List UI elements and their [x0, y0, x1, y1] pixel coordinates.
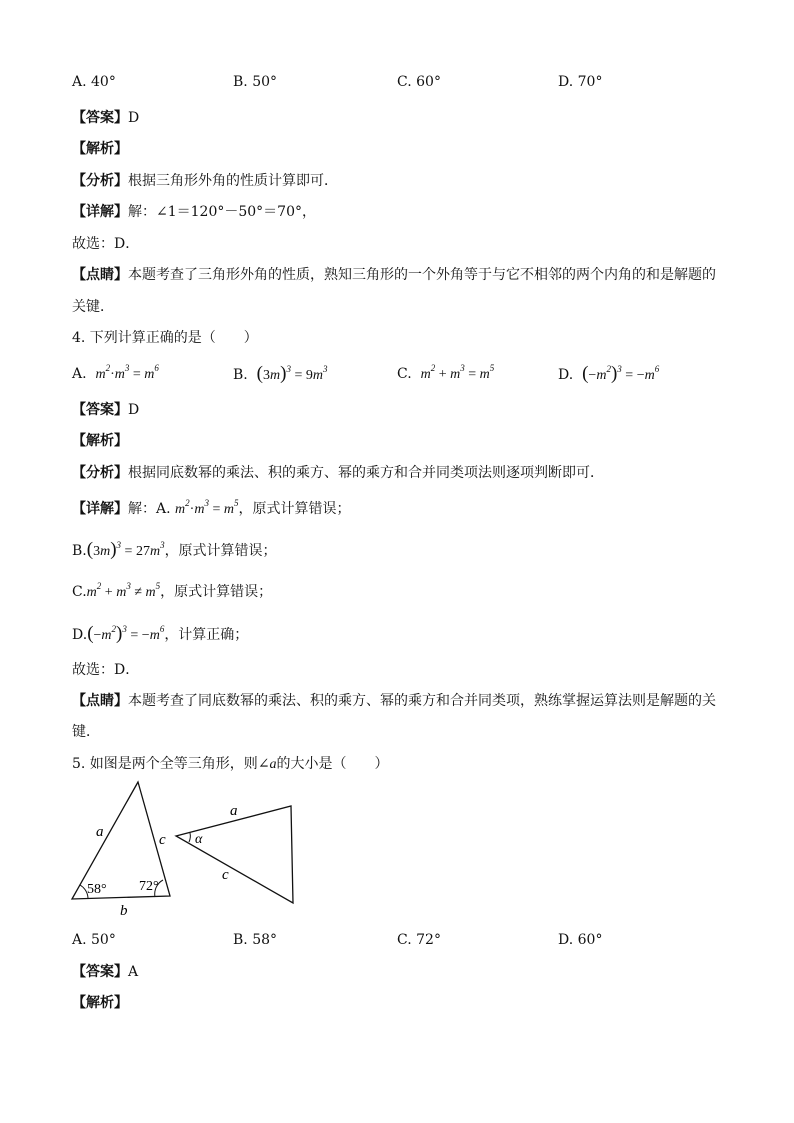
formula-b: $(3m)^3 = 9m^3$ [256, 363, 328, 384]
option-value: 40° [91, 74, 116, 90]
line-b-prefix: B. [72, 543, 87, 559]
formula-c: $m^2 + m^3 = m^5$ [420, 363, 495, 382]
option-letter: B. [233, 367, 248, 383]
q5-option-c [397, 930, 441, 950]
option-value: 72° [416, 932, 441, 948]
option-letter: D. [558, 74, 574, 90]
option-letter: C. [397, 932, 412, 948]
option-letter: C. [397, 74, 412, 90]
fenxi-text: 根据同底数幂的乘法、积的乘方、幂的乘方和合并同类项法则逐项判断即可． [128, 465, 604, 481]
line-c-prefix: C. [72, 584, 87, 600]
left-label-a: a [96, 824, 104, 840]
line-d-prefix: D. [72, 627, 88, 643]
option-letter: A. [72, 366, 87, 382]
answer-tag: 【答案】 [72, 110, 128, 126]
formula-a-check: $m^2\cdot m^3 = m^5$ [175, 498, 239, 517]
question-stem-cont: 的大小是（ ） [276, 756, 389, 772]
xiangjie-text: 解：∠1＝120°－50°＝70°， [128, 204, 316, 220]
option-letter: D. [558, 367, 574, 383]
option-value: 60° [577, 932, 603, 948]
right-triangle [176, 806, 293, 903]
formula-a: $m^2\cdot m^3 = m^6$ [95, 363, 159, 382]
q5-analysis-heading [72, 993, 128, 1013]
analysis-tag: 【解析】 [72, 433, 128, 449]
formula-d-check: $(-m^2)^3 = -m^6$ [87, 623, 165, 644]
left-label-b: b [120, 903, 128, 919]
option-value: 60° [416, 74, 441, 90]
answer-tag: 【答案】 [72, 964, 128, 980]
option-letter: B. [233, 74, 248, 90]
answer-value: D [128, 110, 140, 126]
option-letter: D. [558, 932, 574, 948]
q5-option-a [72, 930, 116, 950]
left-label-c: c [159, 832, 166, 848]
option-letter: A. [72, 932, 87, 948]
fenxi-text: 根据三角形外角的性质计算即可． [128, 173, 338, 189]
right-label-c: c [222, 867, 229, 883]
option-letter: A. [72, 74, 87, 90]
option-value: 70° [577, 74, 603, 90]
formula-b-check: $(3m)^3 = 27m^3$ [86, 539, 165, 560]
xiangjie-tag: 【详解】 [72, 204, 128, 220]
answer-tag: 【答案】 [72, 402, 128, 418]
question-stem: 5. 如图是两个全等三角形，则 [72, 756, 258, 772]
fenxi-tag: 【分析】 [72, 465, 128, 481]
answer-value: A [128, 964, 139, 980]
option-value: 50° [252, 74, 278, 90]
stem-angle: ∠a [257, 757, 277, 772]
option-value: 50° [91, 932, 116, 948]
line-d-suffix: ，计算正确； [164, 627, 249, 643]
q5-option-b [233, 930, 277, 950]
analysis-tag: 【解析】 [72, 141, 128, 157]
left-angle-72: 72° [139, 879, 159, 894]
left-angle-58: 58° [87, 882, 107, 897]
question-stem: 4. 下列计算正确的是（ ） [72, 330, 258, 346]
guxuan-text: 故选：D． [72, 662, 140, 678]
option-letter: C. [397, 366, 412, 382]
formula-d: $(-m^2)^3 = -m^6$ [582, 363, 660, 384]
option-value: 58° [252, 932, 278, 948]
fenxi-tag: 【分析】 [72, 173, 128, 189]
guxuan-text: 故选：D． [72, 236, 140, 252]
right-label-a: a [230, 803, 238, 819]
line-b-suffix: ，原式计算错误； [164, 543, 277, 559]
dianjing-text: 本题考查了同底数幂的乘法、积的乘方、幂的乘方和合并同类项，熟练掌握运算法则是解题的关 [128, 693, 716, 709]
xiangjie-prefix: 解：A. [128, 501, 171, 517]
dianjing-tag: 【点睛】 [72, 267, 128, 283]
analysis-tag: 【解析】 [72, 995, 128, 1011]
right-angle-arc-alpha [189, 833, 190, 842]
dianjing-tag: 【点睛】 [72, 693, 128, 709]
answer-value: D [128, 402, 140, 418]
right-label-alpha: α [195, 832, 203, 847]
option-letter: B. [233, 932, 248, 948]
q5-option-d [558, 930, 602, 950]
formula-c-check: $m^2 + m^3 \ne m^5$ [86, 581, 161, 600]
dianjing-text-cont: 键． [72, 724, 100, 740]
dianjing-text-cont: 关键． [72, 299, 114, 315]
dianjing-text: 本题考查了三角形外角的性质，熟知三角形的一个外角等于与它不相邻的两个内角的和是解题的 [128, 267, 716, 283]
line-a-suffix: ，原式计算错误； [238, 501, 351, 517]
q5-answer [72, 962, 138, 982]
line-c-suffix: ，原式计算错误； [160, 584, 273, 600]
xiangjie-tag: 【详解】 [72, 501, 128, 517]
